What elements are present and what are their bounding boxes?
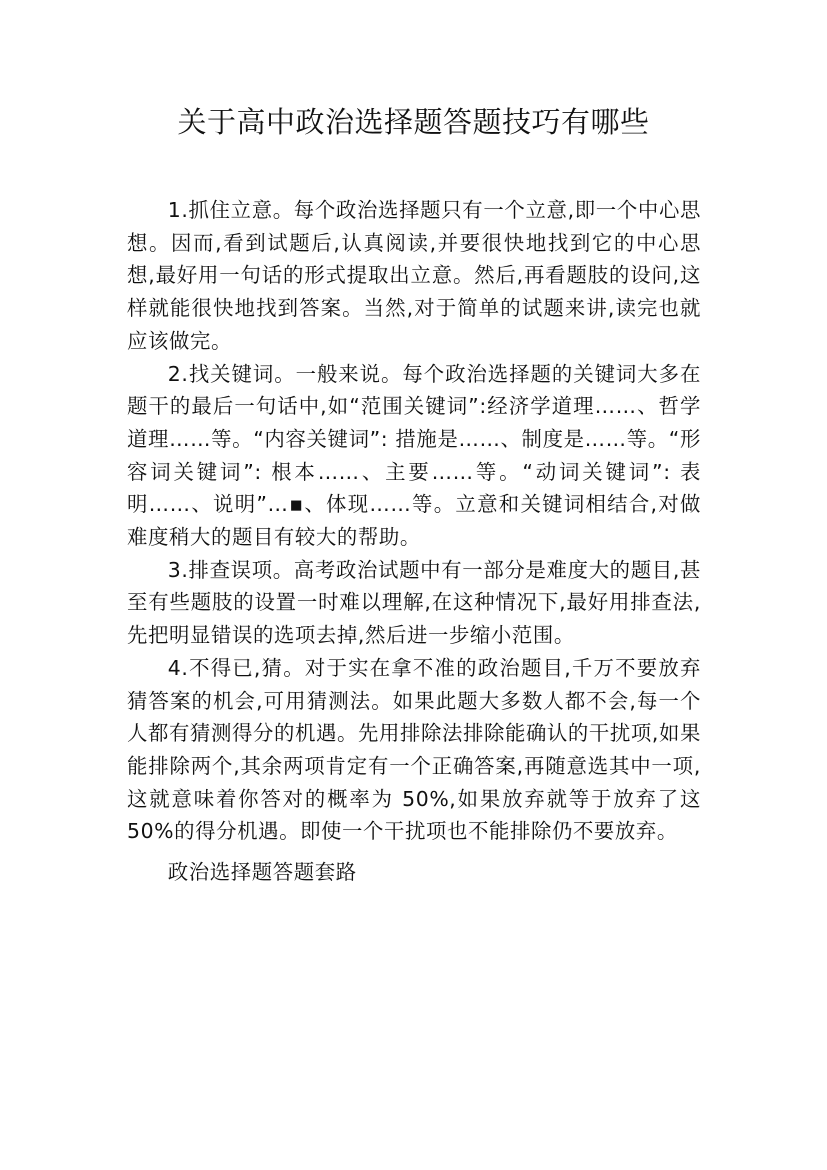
document-body (127, 194, 701, 889)
paragraph-1: 1.抓住立意。每个政治选择题只有一个立意,即一个中心思想。因而,看到试题后,认真阅读,并要很快地找到它的中心思想,最好用一句话的形式提取出立意。然后,再看题肢的设问,这样就能很快地找到答案。当然,对于简单的试题来讲,读完也就应该做完。 (127, 198, 701, 353)
document-title: 关于高中政治选择题答题技巧有哪些 (177, 105, 650, 139)
section-heading: 政治选择题答题套路 (167, 860, 357, 885)
paragraph-4: 4.不得已,猜。对于实在拿不准的政治题目,千万不要放弃猜答案的机会,可用猜测法。如果此题大多数人都不会,每一个人都有猜测得分的机遇。先用排除法排除能确认的干扰项,如果能排除两个,其余两项肯定有一个正确答案,再随意选其中一项,这就意味着你答对的概率为 50%,如果放弃就等于放弃了这 50%的得分机遇。即使一个干扰项也不能排除仍不要放弃。 (127, 655, 701, 844)
paragraph-2: 2.找关键词。一般来说。每个政治选择题的关键词大多在题干的最后一句话中,如“范围关键词”:经济学道理……、哲学道理……等。“内容关键词”: 措施是……、制度是……等。“形容词关键词”: 根本……、主要……等。“动词关键词”: 表明……、说明”…▪、体现……等。立意和关键词相结合,对做难度稍大的题目有较大的帮助。 (127, 361, 701, 550)
paragraph-3: 3.排查误项。高考政治试题中有一部分是难度大的题目,甚至有些题肢的设置一时难以理解,在这种情况下,最好用排查法,先把明显错误的选项去掉,然后进一步缩小范围。 (127, 557, 701, 648)
